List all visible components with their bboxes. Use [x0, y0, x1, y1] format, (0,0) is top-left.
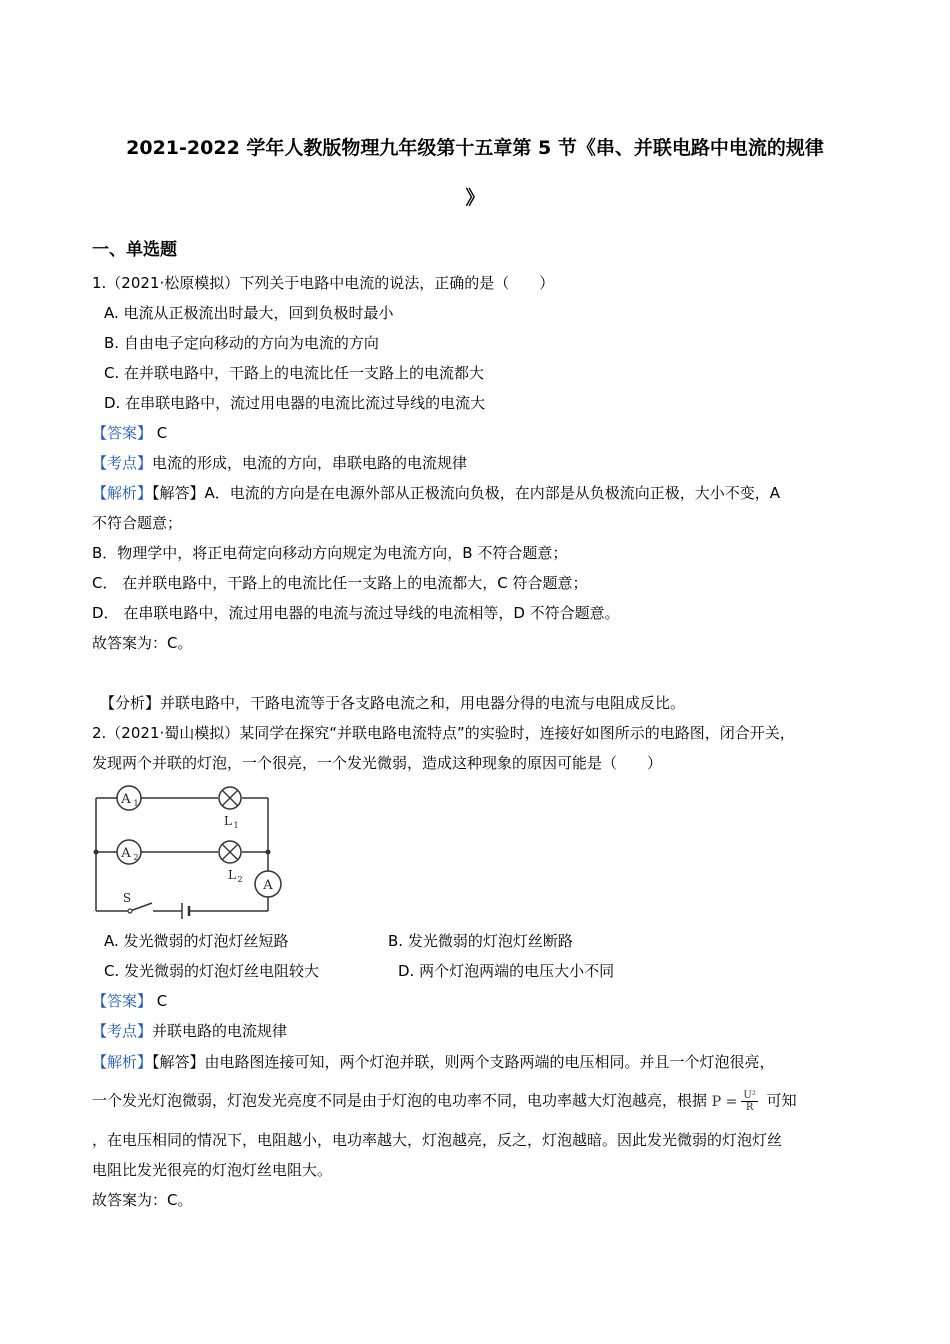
answer-tag: 【答案】 — [92, 424, 153, 442]
point-value: 电流的形成，电流的方向，串联电路的电流规律 — [152, 454, 468, 472]
circuit-diagram — [90, 785, 290, 920]
q1-analysis-1 — [92, 483, 780, 503]
q2-conclusion: 故答案为：C。 — [92, 1191, 193, 1209]
switch-label: S — [122, 891, 132, 905]
answer-value: C — [152, 424, 168, 442]
lamp-l2 — [219, 841, 243, 884]
svg-text:L: L — [224, 814, 232, 828]
analysis-text-pre: 一个发光灯泡微弱，灯泡发光亮度不同是由于灯泡的电功率不同，电功率越大灯泡越亮，根据 — [92, 1091, 708, 1110]
section-heading: 一、单选题 — [92, 240, 177, 260]
svg-text:1: 1 — [233, 821, 239, 830]
q2-option-d: D. 两个灯泡两端的电压大小不同 — [398, 962, 615, 980]
q1-stem: 1.（2021·松原模拟）下列关于电路中电流的说法，正确的是（ ） — [92, 274, 555, 292]
q2-analysis-1 — [92, 1052, 775, 1072]
q1-option-b: B. 自由电子定向移动的方向为电流的方向 — [104, 334, 379, 352]
power-formula — [711, 1090, 762, 1113]
q1-option-a: A. 电流从正极流出时最大，回到负极时最小 — [104, 304, 394, 322]
q1-option-c: C. 在并联电路中，干路上的电流比任一支路上的电流都大 — [104, 364, 485, 382]
q1-analysis-2: 不符合题意； — [92, 514, 183, 532]
q2-analysis-4: 电阻比发光很亮的灯泡灯丝电阻大。 — [92, 1161, 333, 1179]
analysis-text: 【解答】A．电流的方向是在电源外部从正极流向负极，在内部是从负极流向正极，大小不变，A — [152, 484, 781, 502]
point-tag: 【考点】 — [92, 1022, 153, 1040]
q1-answer — [92, 423, 167, 443]
ammeter-main — [255, 871, 281, 897]
q1-fenxi: 【分析】并联电路中，干路电流等于各支路电流之和，用电器分得的电流与电阻成反比。 — [100, 694, 686, 712]
q1-analysis-5: D． 在串联电路中，流过用电器的电流与流过导线的电流相等，D 不符合题意。 — [92, 604, 620, 622]
q2-stem-1: 2.（2021·蜀山模拟）某同学在探究“并联电路电流特点”的实验时，连接好如图所示的电路图，闭合开关， — [92, 724, 795, 742]
document-title-line2: 》 — [465, 187, 485, 209]
q2-option-b: B. 发光微弱的灯泡灯丝断路 — [388, 932, 573, 950]
q1-analysis-4: C． 在并联电路中，干路上的电流比任一支路上的电流都大，C 符合题意； — [92, 574, 588, 592]
formula-numerator: U² — [743, 1090, 756, 1101]
answer-value: C — [152, 992, 168, 1010]
point-tag: 【考点】 — [92, 454, 153, 472]
formula-lhs: P = — [711, 1093, 738, 1110]
analysis-tag: 【解析】 — [92, 484, 153, 502]
q1-point — [92, 453, 467, 473]
q2-answer — [92, 991, 167, 1011]
formula-fraction — [741, 1090, 757, 1113]
lamp-l1 — [219, 787, 241, 830]
q2-point — [92, 1021, 287, 1041]
answer-tag: 【答案】 — [92, 992, 153, 1010]
formula-denominator: R — [745, 1102, 754, 1113]
svg-text:L: L — [228, 868, 236, 882]
svg-text:1: 1 — [133, 799, 139, 808]
svg-text:A: A — [263, 878, 273, 893]
q2-option-a: A. 发光微弱的灯泡灯丝短路 — [104, 932, 289, 950]
svg-text:A: A — [121, 846, 131, 861]
analysis-tag: 【解析】 — [92, 1053, 153, 1071]
q2-stem-2: 发现两个并联的灯泡，一个很亮，一个发光微弱，造成这种现象的原因可能是（ ） — [92, 754, 663, 772]
point-value: 并联电路的电流规律 — [152, 1022, 288, 1040]
q2-option-c: C. 发光微弱的灯泡灯丝电阻较大 — [104, 962, 320, 980]
q1-conclusion: 故答案为：C。 — [92, 634, 193, 652]
q2-analysis-3: ，在电压相同的情况下，电阻越小，电功率越大，灯泡越亮，反之，灯泡越暗。因此发光微弱的灯泡灯丝 — [92, 1131, 783, 1149]
q1-option-d: D. 在串联电路中，流过用电器的电流比流过导线的电流大 — [104, 394, 486, 412]
ammeter-a2 — [117, 840, 141, 864]
analysis-text-post: 可知 — [766, 1091, 797, 1110]
q1-analysis-3: B．物理学中，将正电荷定向移动方向规定为电流方向，B 不符合题意； — [92, 544, 568, 562]
ammeter-a1 — [117, 786, 141, 810]
analysis-text: 【解答】由电路图连接可知，两个灯泡并联，则两个支路两端的电压相同。并且一个灯泡很亮， — [152, 1053, 775, 1071]
q2-analysis-2 — [92, 1090, 797, 1113]
svg-text:A: A — [121, 792, 131, 807]
svg-text:2: 2 — [133, 853, 139, 862]
document-title-line1: 2021-2022 学年人教版物理九年级第十五章第 5 节《串、并联电路中电流的规律 — [126, 137, 824, 159]
svg-text:2: 2 — [237, 875, 243, 884]
